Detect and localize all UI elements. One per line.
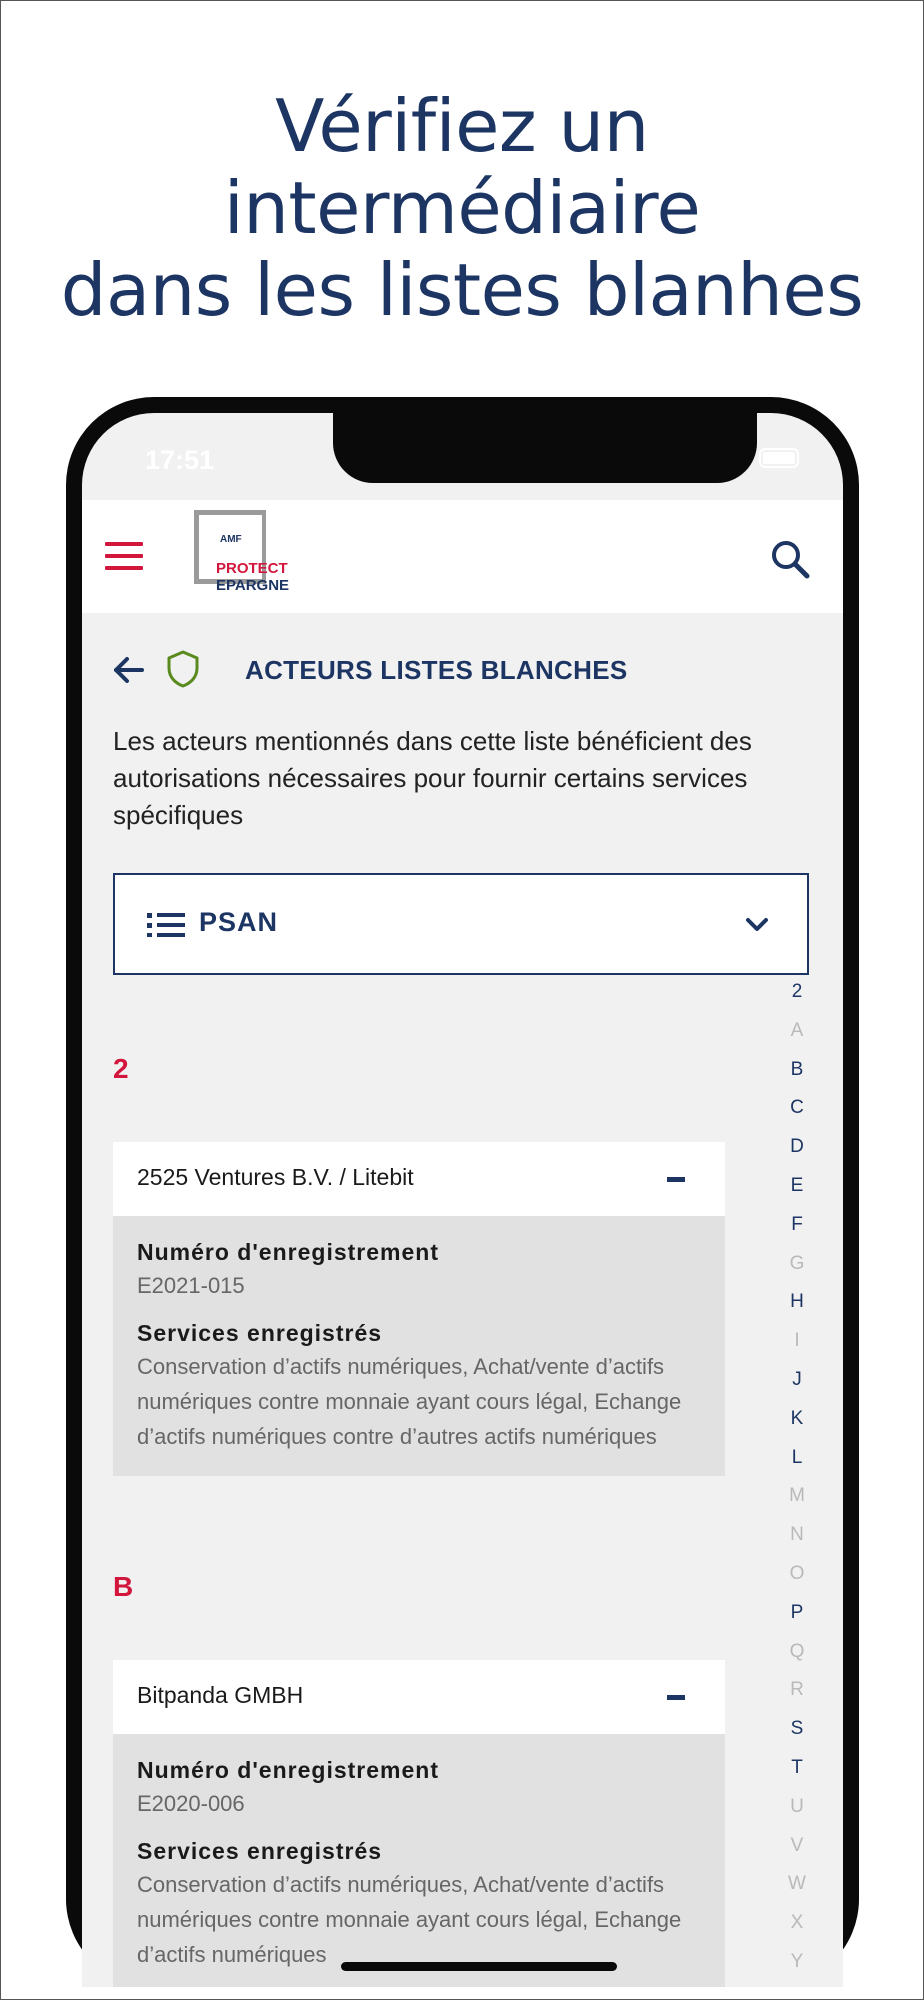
services-label: Services enregistrés xyxy=(137,1320,383,1346)
index-letter[interactable]: N xyxy=(790,1524,804,1546)
index-letter[interactable]: J xyxy=(792,1368,802,1390)
registration-value: E2021-015 xyxy=(137,1273,245,1298)
page-title-row xyxy=(82,645,843,695)
page-title: ACTEURS LISTES BLANCHES xyxy=(245,655,628,685)
shield-icon xyxy=(166,649,200,689)
category-select[interactable] xyxy=(113,873,809,975)
battery-icon xyxy=(759,448,799,468)
list-icon xyxy=(147,913,185,937)
index-letter[interactable]: L xyxy=(791,1446,803,1468)
phone-notch xyxy=(333,413,757,483)
services-value: Conservation d’actifs numériques, Achat/vente d’actifs numériques contre monnaie ayant cours légal, Echange d’actifs numériques contre d’autres actifs numériques xyxy=(137,1354,682,1449)
index-letter[interactable]: W xyxy=(788,1873,806,1895)
index-letter[interactable]: K xyxy=(790,1407,804,1429)
services-label: Services enregistrés xyxy=(137,1838,383,1864)
registration-value: E2020-006 xyxy=(137,1791,245,1816)
minus-icon[interactable] xyxy=(667,1177,685,1182)
promo-title xyxy=(0,85,924,331)
alphabet-index xyxy=(777,973,817,1982)
phone-screen xyxy=(82,413,843,1987)
index-letter[interactable]: P xyxy=(790,1601,804,1623)
search-icon[interactable] xyxy=(769,538,811,580)
index-letter[interactable]: M xyxy=(789,1485,805,1507)
index-letter[interactable]: R xyxy=(790,1679,804,1701)
actor-card-details xyxy=(113,1216,725,1476)
section-letter: B xyxy=(113,1571,134,1602)
actor-card-header[interactable] xyxy=(113,1142,725,1216)
index-letter[interactable]: Q xyxy=(789,1640,805,1662)
logo-amf: AMF xyxy=(220,534,242,545)
index-letter[interactable]: D xyxy=(790,1136,804,1158)
actor-card-details xyxy=(113,1734,725,1987)
services-value: Conservation d’actifs numériques, Achat/vente d’actifs numériques contre monnaie ayant cours légal, Echange d’actifs numériques xyxy=(137,1872,682,1967)
actor-name: 2525 Ventures B.V. / Litebit xyxy=(137,1164,414,1190)
app-header xyxy=(82,500,843,613)
promo-title-line: dans les listes blanhes xyxy=(60,248,864,332)
actor-card xyxy=(113,1142,725,1476)
index-letter[interactable]: A xyxy=(790,1019,804,1041)
registration-label: Numéro d'enregistrement xyxy=(137,1757,439,1783)
protect-epargne-logo xyxy=(194,510,298,604)
actor-card-header[interactable] xyxy=(113,1660,725,1734)
index-letter[interactable]: U xyxy=(790,1795,804,1817)
index-letter[interactable]: S xyxy=(790,1718,804,1740)
phone-frame xyxy=(66,397,859,1987)
index-letter[interactable]: C xyxy=(790,1097,804,1119)
actor-card xyxy=(113,1660,725,1987)
chevron-down-icon xyxy=(745,917,769,933)
index-letter[interactable]: X xyxy=(790,1912,804,1934)
registration-label: Numéro d'enregistrement xyxy=(137,1239,439,1265)
logo-line1: PROTECT xyxy=(216,560,288,577)
index-letter[interactable]: Y xyxy=(790,1950,804,1972)
intro-text: Les acteurs mentionnés dans cette liste bénéficient des autorisations nécessaires pour fournir certains services spécifiques xyxy=(113,726,752,830)
index-letter[interactable]: T xyxy=(791,1756,803,1778)
promo-title-line: Vérifiez un xyxy=(275,84,649,168)
actor-name: Bitpanda GMBH xyxy=(137,1682,304,1708)
hamburger-icon[interactable] xyxy=(105,542,143,572)
index-letter[interactable]: I xyxy=(794,1330,800,1352)
index-letter[interactable]: H xyxy=(790,1291,804,1313)
index-letter[interactable]: E xyxy=(790,1174,804,1196)
index-letter[interactable]: G xyxy=(789,1252,805,1274)
status-time: 17:51 xyxy=(145,445,215,475)
index-letter[interactable]: B xyxy=(790,1058,804,1080)
index-letter[interactable]: O xyxy=(789,1562,805,1584)
category-select-value: PSAN xyxy=(199,907,279,937)
index-letter[interactable]: F xyxy=(791,1213,803,1235)
index-letter[interactable]: V xyxy=(790,1834,804,1856)
promo-title-line: intermédiaire xyxy=(223,166,701,250)
minus-icon[interactable] xyxy=(667,1695,685,1700)
arrow-left-icon[interactable] xyxy=(112,655,144,685)
logo-line2: EPARGNE xyxy=(216,577,290,594)
home-indicator[interactable] xyxy=(341,1962,617,1971)
index-letter[interactable]: 2 xyxy=(791,981,803,1002)
section-letter: 2 xyxy=(113,1053,129,1084)
